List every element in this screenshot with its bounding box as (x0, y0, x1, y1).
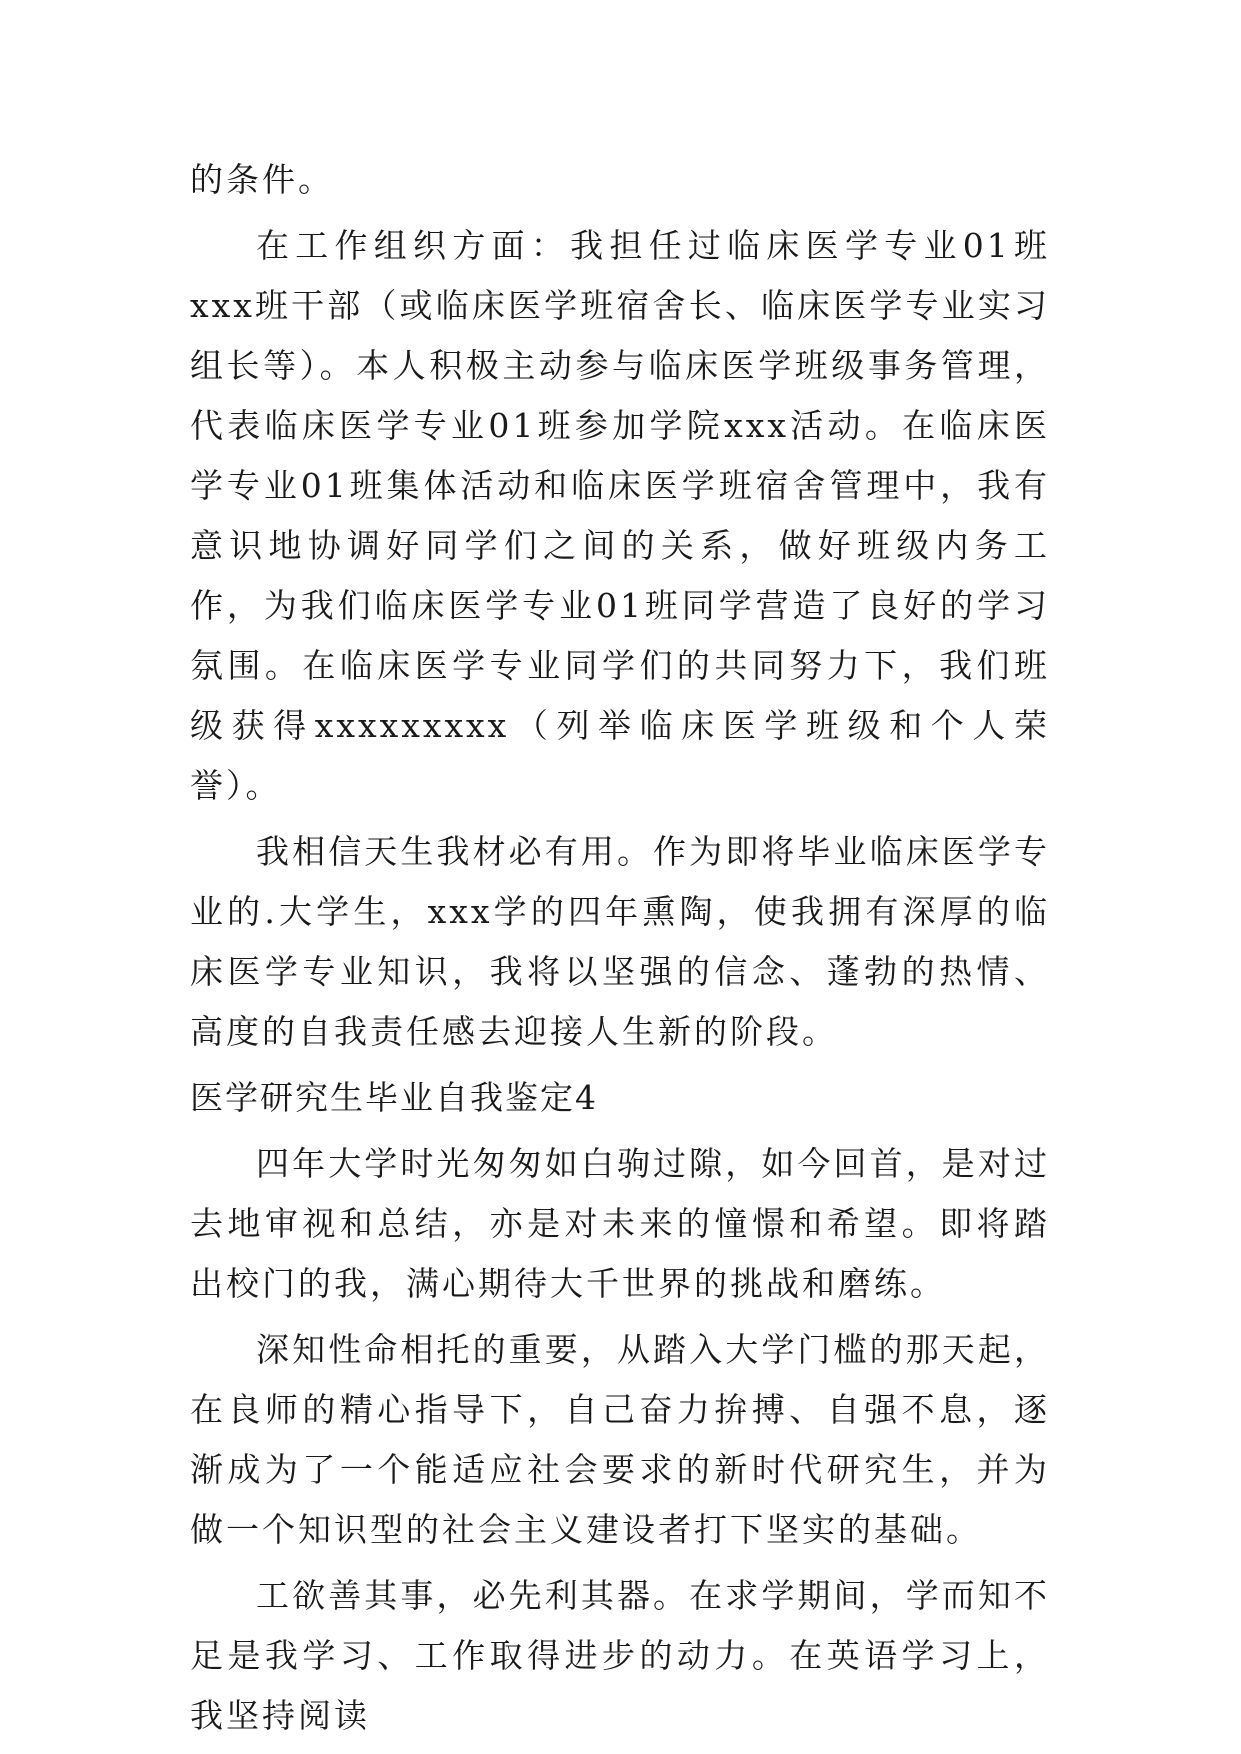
paragraph-work-organization: 在工作组织方面：我担任过临床医学专业01班xxx班干部（或临床医学班宿舍长、临床医学专业实习组长等）。本人积极主动参与临床医学班级事务管理，代表临床医学专业01班参加学院xxx活动。在临床医学专业01班集体活动和临床医学班宿舍管理中，我有意识地协调好同学们之间的关系，做好班级内务工作，为我们临床医学专业01班同学营造了良好的学习氛围。在临床医学专业同学们的共同努力下，我们班级获得xxxxxxxxx（列举临床医学班级和个人荣誉）。 (190, 226, 1050, 805)
paragraph-self-belief: 我相信天生我材必有用。作为即将毕业临床医学专业的.大学生，xxx学的四年熏陶，使我拥有深厚的临床医学专业知识，我将以坚强的信念、蓬勃的热情、高度的自我责任感去迎接人生新的阶段。 (190, 832, 1050, 1051)
document-body (190, 150, 1050, 1752)
paragraph-medical-mission: 深知性命相托的重要，从踏入大学门槛的那天起，在良师的精心指导下，自己奋力拚搏、自强不息，逐渐成为了一个能适应社会要求的新时代研究生，并为做一个知识型的社会主义建设者打下坚实的基础。 (190, 1330, 1050, 1549)
section-heading: 医学研究生毕业自我鉴定4 (190, 1078, 598, 1117)
paragraph-study-progress: 工欲善其事，必先利其器。在求学期间，学而知不足是我学习、工作取得进步的动力。在英语学习上，我坚持阅读 (190, 1576, 1050, 1735)
paragraph-continuation: 的条件。 (190, 160, 334, 199)
paragraph-university-years: 四年大学时光匆匆如白驹过隙，如今回首，是对过去地审视和总结，亦是对未来的憧憬和希望。即将踏出校门的我，满心期待大千世界的挑战和磨练。 (190, 1144, 1050, 1303)
